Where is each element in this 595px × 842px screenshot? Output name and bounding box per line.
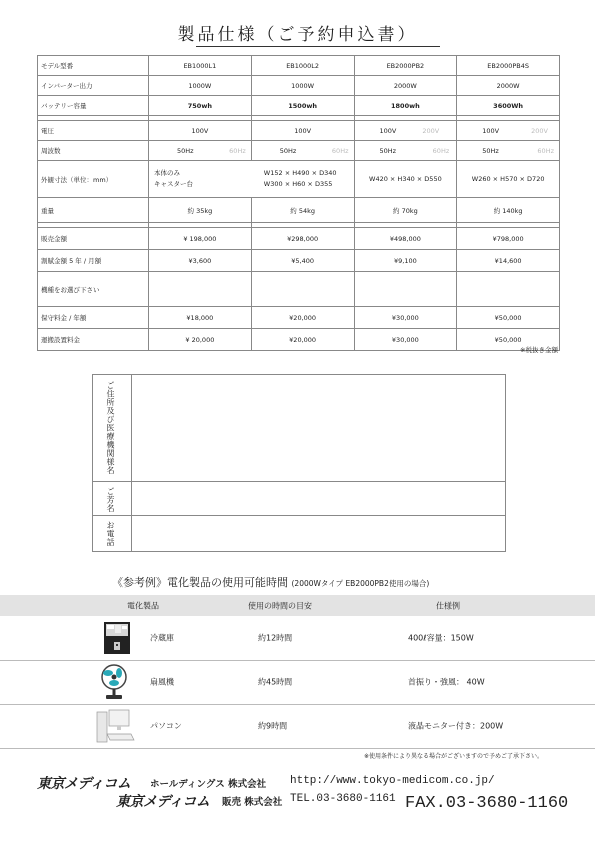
phone-number: TEL.03-3680-1161: [290, 793, 396, 805]
row-label: インバーター出力: [38, 76, 149, 96]
frequency-cell: [149, 141, 252, 161]
dim-value: W152 × H490 × D340: [263, 169, 337, 177]
company-name: ホールディングス 株式会社: [150, 779, 267, 790]
inverter-value: 1000W: [251, 76, 354, 96]
frequency-value: 50Hz: [379, 146, 397, 155]
company-logo: 東京メディコム: [116, 794, 210, 810]
appliance-spec: 首振り・強風： 40W: [408, 677, 485, 687]
maintenance-value: ¥18,000: [149, 307, 252, 329]
voltage-value: 100V: [482, 126, 500, 135]
dim-value: W300 × H60 × D355: [263, 180, 333, 188]
delivery-value: ¥30,000: [354, 329, 457, 351]
dim-label: 本体のみ: [154, 169, 180, 177]
title-underline: [196, 46, 440, 47]
voltage-value: 100V: [149, 121, 252, 141]
weight-value: 約 35kg: [149, 198, 252, 223]
voltage-value-alt: 200V: [531, 126, 548, 135]
installment-value: ¥9,100: [354, 250, 457, 272]
weight-value: 約 70kg: [354, 198, 457, 223]
row-label: バッテリー容量: [38, 96, 149, 116]
dim-label: キャスター台: [154, 180, 193, 188]
column-header: 使用の時間の目安: [248, 601, 312, 610]
tax-note: ※税抜き金額: [520, 346, 558, 354]
appliance-spec: 液晶モニター付き：200W: [408, 721, 504, 731]
frequency-value-alt: 60Hz: [331, 146, 349, 155]
address-label: ご住所及び医療機関様名: [106, 381, 115, 475]
row-label: 販売金額: [38, 228, 149, 250]
row-label: 保守料金 / 年額: [38, 307, 149, 329]
appliance-spec: 400ℓ容量：150W: [408, 633, 474, 643]
frequency-value-alt: 60Hz: [432, 146, 450, 155]
company-logo: 東京メディコム: [37, 776, 131, 792]
dim-value: W420 × H340 × D550: [354, 161, 457, 198]
installment-value: ¥5,400: [251, 250, 354, 272]
inverter-value: 1000W: [149, 76, 252, 96]
weight-value: 約 140kg: [457, 198, 560, 223]
frequency-value-alt: 60Hz: [537, 146, 554, 155]
row-label: 機種をお選び下さい: [38, 272, 149, 307]
row-label: 割賦金額 5 年 / 月額: [38, 250, 149, 272]
row-label: 運搬設置料金: [38, 329, 149, 351]
address-field[interactable]: [133, 375, 503, 481]
company-name: 販売 株式会社: [222, 797, 283, 808]
model-name: EB1000L1: [149, 56, 252, 76]
table-row: [38, 161, 560, 198]
frequency-value: 50Hz: [482, 146, 499, 155]
usage-note: ※使用条件により異なる場合がございますので予めご了承下さい。: [363, 753, 543, 760]
voltage-value: 100V: [379, 126, 397, 135]
page-title: 製品仕様（ご予約申込書）: [177, 25, 418, 45]
delivery-value: ¥ 20,000: [149, 329, 252, 351]
voltage-value: 100V: [251, 121, 354, 141]
examples-header: [0, 595, 595, 616]
voltage-value-alt: 200V: [422, 126, 440, 135]
price-value: ¥798,000: [457, 228, 560, 250]
price-value: ¥298,000: [251, 228, 354, 250]
inverter-value: 2000W: [354, 76, 457, 96]
table-row: [38, 96, 560, 116]
maintenance-value: ¥30,000: [354, 307, 457, 329]
usage-time: 約45時間: [258, 677, 293, 687]
fan-icon: [97, 663, 131, 701]
table-row: [38, 307, 560, 329]
frequency-value: 50Hz: [279, 146, 297, 155]
examples-title-text: 《参考例》電化製品の使用可能時間: [112, 576, 288, 589]
model-choice-cell[interactable]: [354, 272, 457, 307]
table-row: [38, 76, 560, 96]
model-name: EB2000PB4S: [457, 56, 560, 76]
delivery-value: ¥50,000: [457, 329, 560, 351]
maintenance-value: ¥50,000: [457, 307, 560, 329]
frequency-cell: [354, 141, 457, 161]
examples-subtitle: (2000Wタイプ EB2000PB2使用の場合): [291, 579, 430, 588]
frequency-value-alt: 60Hz: [229, 146, 246, 155]
name-label: ご芳名: [106, 487, 115, 513]
weight-value: 約 54kg: [251, 198, 354, 223]
table-row: [0, 616, 595, 661]
usage-time: 約9時間: [258, 721, 288, 731]
price-value: ¥498,000: [354, 228, 457, 250]
table-row: [38, 141, 560, 161]
table-row: [38, 272, 560, 307]
model-choice-cell[interactable]: [149, 272, 252, 307]
row-label: 外観寸法（単位：mm）: [38, 161, 149, 198]
inverter-value: 2000W: [457, 76, 560, 96]
model-name: EB1000L2: [251, 56, 354, 76]
model-choice-cell[interactable]: [457, 272, 560, 307]
phone-label: お電話: [106, 521, 115, 547]
table-row: [38, 198, 560, 223]
form-divider: [131, 375, 132, 551]
table-row: [38, 56, 560, 76]
delivery-value: ¥20,000: [251, 329, 354, 351]
dimensions-cell: [149, 161, 355, 198]
frequency-cell: [251, 141, 354, 161]
table-row: [38, 121, 560, 141]
usage-time: 約12時間: [258, 633, 293, 643]
fax-number: FAX.03-3680-1160: [405, 794, 569, 813]
row-label: 周波数: [38, 141, 149, 161]
appliance-name: 冷蔵庫: [150, 633, 174, 643]
battery-value: 3600Wh: [457, 96, 560, 116]
battery-value: 750wh: [149, 96, 252, 116]
battery-value: 1800wh: [354, 96, 457, 116]
dim-value: W260 × H570 × D720: [457, 161, 560, 198]
row-label: モデル型番: [38, 56, 149, 76]
frequency-value: 50Hz: [177, 146, 194, 155]
name-field[interactable]: [133, 482, 503, 514]
maintenance-value: ¥20,000: [251, 307, 354, 329]
model-choice-cell[interactable]: [251, 272, 354, 307]
row-label: 重量: [38, 198, 149, 223]
table-row: [38, 250, 560, 272]
examples-title: [112, 574, 429, 590]
column-header: 仕様例: [436, 601, 460, 610]
appliance-name: 扇風機: [150, 677, 174, 687]
phone-field[interactable]: [133, 516, 503, 550]
installment-value: ¥14,600: [457, 250, 560, 272]
computer-icon: [95, 708, 135, 744]
voltage-cell: [457, 121, 560, 141]
price-value: ¥ 198,000: [149, 228, 252, 250]
application-form: [92, 374, 506, 552]
battery-value: 1500wh: [251, 96, 354, 116]
website-link[interactable]: http://www.tokyo-medicom.co.jp/: [290, 775, 495, 787]
table-row: [38, 228, 560, 250]
installment-value: ¥3,600: [149, 250, 252, 272]
table-row: [0, 660, 595, 705]
column-header: 電化製品: [127, 601, 159, 610]
spec-table: [37, 55, 560, 351]
appliance-name: パソコン: [150, 721, 182, 731]
model-name: EB2000PB2: [354, 56, 457, 76]
table-row: [0, 704, 595, 749]
row-label: 電圧: [38, 121, 149, 141]
voltage-cell: [354, 121, 457, 141]
frequency-cell: [457, 141, 560, 161]
table-row: [38, 329, 560, 351]
refrigerator-icon: [101, 620, 133, 656]
